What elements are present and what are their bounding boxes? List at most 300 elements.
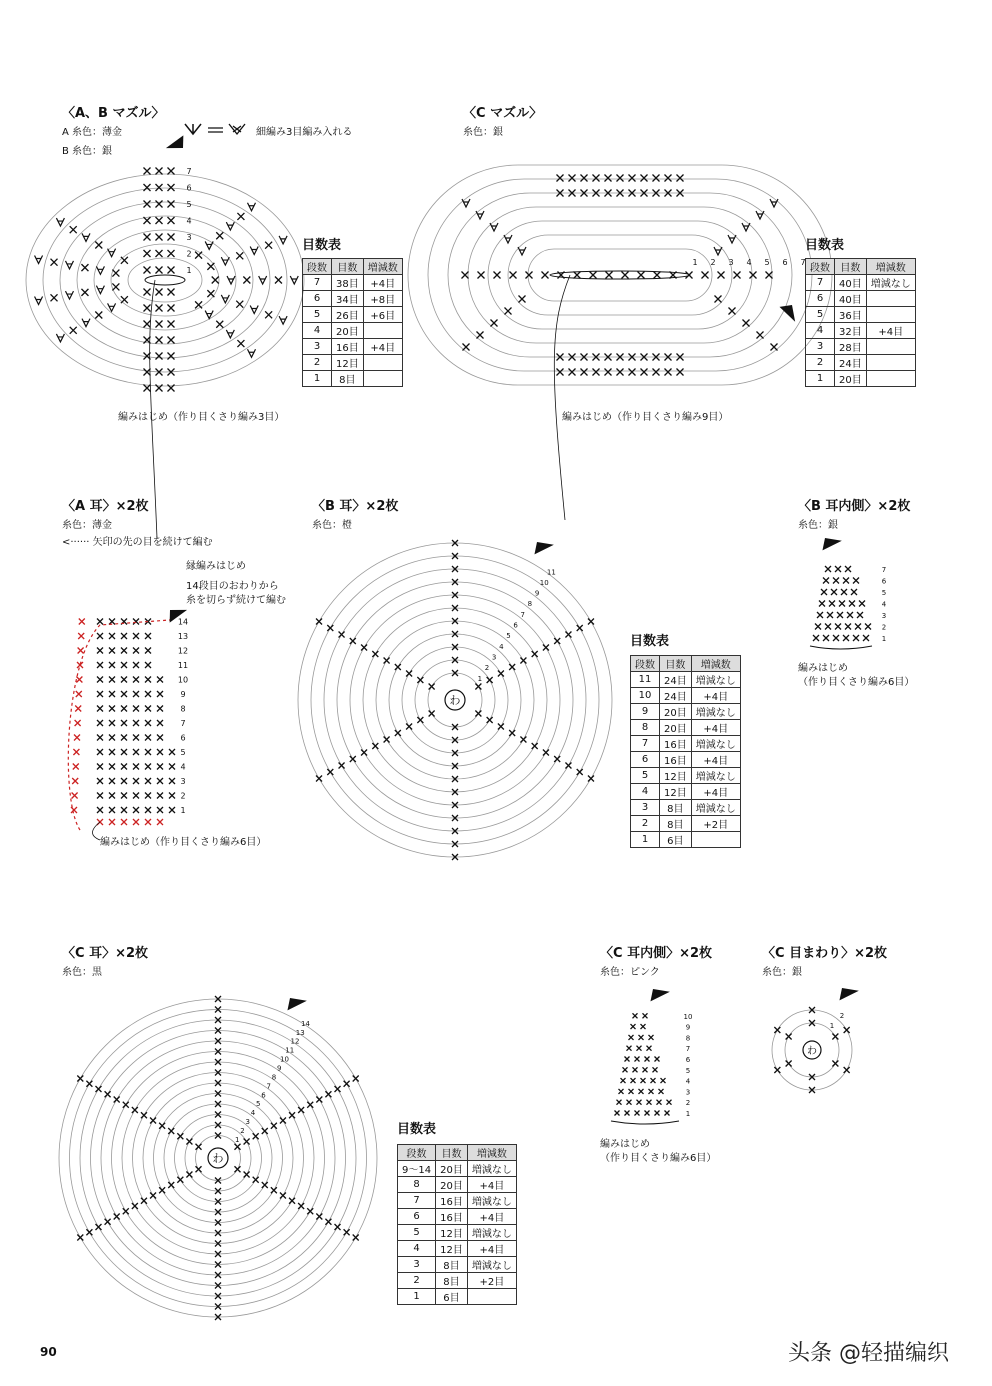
stitch-x-symbol [168, 353, 175, 360]
stitch-x-symbol [625, 1111, 630, 1116]
stitch-x-symbol [169, 764, 175, 770]
table-cell: 16目 [436, 1209, 468, 1225]
stitch-x-symbol [271, 1187, 277, 1193]
stitch-x-symbol [686, 272, 693, 279]
stitch-x-symbol [145, 819, 151, 825]
stitch-x-symbol [157, 778, 163, 784]
stitch-x-symbol [565, 763, 571, 769]
stitch-x-symbol [114, 1097, 120, 1103]
stitch-x-symbol [109, 720, 115, 726]
table-row [303, 355, 403, 371]
table-row [398, 1161, 517, 1177]
stitch-x-symbol [144, 321, 151, 328]
row-number: 3 [685, 1088, 691, 1097]
increase-v-symbol [226, 222, 234, 230]
stitch-x-symbol [78, 633, 84, 639]
table-row [631, 688, 741, 704]
table-cell: 12目 [660, 784, 692, 800]
stitch-x-symbol [73, 764, 79, 770]
stitch-x-symbol [543, 645, 549, 651]
stitch-x-symbol [649, 1089, 654, 1094]
stitch-x-symbol [109, 677, 115, 683]
stitch-x-symbol [844, 1027, 850, 1033]
table-cell: 7 [631, 736, 660, 752]
stitch-x-symbol [141, 1112, 147, 1118]
stitch-x-symbol [77, 1235, 83, 1241]
c-ear-yarn: 糸色：黒 [62, 967, 102, 978]
stitch-x-symbol [243, 277, 250, 284]
round-number: 11 [285, 1046, 295, 1055]
stitch-x-symbol [653, 175, 660, 182]
round-number: 11 [546, 568, 556, 577]
table-cell: 32目 [835, 323, 867, 339]
stitch-x-symbol [372, 651, 378, 657]
stitch-x-symbol [109, 633, 115, 639]
table-cell: 5 [398, 1225, 436, 1241]
stitch-x-symbol [51, 259, 58, 266]
table-cell: 1 [398, 1289, 436, 1305]
stitch-x-symbol [109, 735, 115, 741]
table-cell: 1 [806, 371, 835, 387]
table-cell: 16目 [660, 752, 692, 768]
round-number: 9 [534, 589, 540, 598]
ab-table-title: 目数表 [302, 238, 342, 253]
stitch-x-symbol [157, 691, 163, 697]
stitch-x-symbol [325, 1219, 331, 1225]
increase-v-symbol [96, 286, 104, 294]
increase-v-symbol [770, 199, 778, 207]
table-cell: 5 [806, 307, 835, 323]
stitch-x-symbol [133, 807, 139, 813]
row-number: 5 [881, 589, 887, 597]
increase-v-symbol [56, 218, 64, 226]
increase-v-symbol [279, 316, 287, 324]
table-row [398, 1177, 517, 1193]
b-ear-yarn: 糸色：橙 [312, 520, 352, 531]
stitch-x-symbol [417, 717, 423, 723]
stitch-x-symbol [629, 369, 636, 376]
table-cell: +4目 [467, 1177, 516, 1193]
stitch-x-symbol [786, 1061, 792, 1067]
stitch-x-symbol [520, 737, 526, 743]
stitch-x-symbol [121, 819, 127, 825]
round-number: 2 [186, 249, 192, 259]
stitch-x-symbol [109, 764, 115, 770]
stitch-x-symbol [121, 296, 128, 303]
stitch-x-symbol [121, 793, 127, 799]
table-cell: 6 [631, 752, 660, 768]
stitch-x-symbol [145, 706, 151, 712]
stitch-x-symbol [819, 601, 825, 607]
increase-v-symbol [742, 223, 750, 231]
stitch-x-symbol [655, 1057, 660, 1062]
stitch-x-symbol [307, 1208, 313, 1214]
stitch-x-symbol [649, 1035, 654, 1040]
table-cell: +6目 [363, 307, 402, 323]
stitch-x-symbol [339, 763, 345, 769]
ab-muzzle-start-note: 編みはじめ（作り目くさり編み3目） [118, 412, 285, 423]
stitch-x-symbol [121, 633, 127, 639]
table-cell: 28目 [835, 339, 867, 355]
stitch-x-symbol [853, 635, 859, 641]
stitch-x-symbol [619, 1089, 624, 1094]
stitch-x-symbol [462, 272, 469, 279]
table-row [398, 1225, 517, 1241]
stitch-x-symbol [156, 217, 163, 224]
table-cell: 6 [303, 291, 332, 307]
stitch-x-symbol [109, 648, 115, 654]
table-cell: 36目 [835, 307, 867, 323]
round-number: 12 [290, 1037, 300, 1046]
stitch-x-symbol [771, 344, 778, 351]
table-cell: 6目 [660, 832, 692, 848]
ab-muzzle-title: 〈A、B マズル〉 [62, 106, 165, 121]
row-number: 2 [685, 1099, 691, 1108]
stitch-x-symbol [786, 1034, 792, 1040]
stitch-x-symbol [121, 720, 127, 726]
stitch-x-symbol [86, 1081, 92, 1087]
stitch-x-symbol [97, 691, 103, 697]
table-cell: 増減なし [467, 1193, 516, 1209]
stitch-x-symbol [629, 1089, 634, 1094]
row-number: 1 [180, 806, 186, 815]
stitch-x-symbol [384, 737, 390, 743]
table-cell: 11 [631, 672, 660, 688]
table-cell: 4 [303, 323, 332, 339]
stitch-x-symbol [144, 217, 151, 224]
stitch-x-symbol [70, 226, 77, 233]
table-cell: 24目 [660, 688, 692, 704]
stitch-x-symbol [316, 1214, 322, 1220]
table-cell: 10 [631, 688, 660, 704]
table-row [631, 768, 741, 784]
stitch-x-symbol [73, 749, 79, 755]
stitch-x-symbol [327, 769, 333, 775]
stitch-x-symbol [265, 242, 272, 249]
row-number: 11 [177, 661, 189, 670]
stitch-x-symbol [244, 1172, 250, 1178]
stitch-x-symbol [157, 677, 163, 683]
table-cell: 16目 [332, 339, 364, 355]
stitch-x-symbol [557, 175, 564, 182]
stitch-x-symbol [234, 1166, 240, 1172]
stitch-x-symbol [109, 706, 115, 712]
b-inner-ear-start-2: （作り目くさり編み6目） [798, 677, 915, 688]
stitch-x-symbol [97, 778, 103, 784]
chain-start [550, 271, 690, 279]
stitch-x-symbol [97, 648, 103, 654]
stitch-x-symbol [109, 778, 115, 784]
stitch-x-symbol [95, 1224, 101, 1230]
stitch-x-symbol [95, 1086, 101, 1092]
stitch-x-symbol [639, 1089, 644, 1094]
a-ear-arrow-note: 矢印の先の目を続けて編む [92, 537, 213, 548]
stitch-x-symbol [843, 578, 849, 584]
table-cell: 増減なし [467, 1257, 516, 1273]
stitch-x-symbol [478, 272, 485, 279]
c-muzzle-start-note: 編みはじめ（作り目くさり編み9目） [562, 412, 729, 423]
stitch-x-symbol [565, 632, 571, 638]
table-cell: 2 [806, 355, 835, 371]
stitch-x-symbol [156, 234, 163, 241]
table-cell: 38目 [332, 275, 364, 291]
stitch-x-symbol [851, 589, 857, 595]
a-ear-title: 〈A 耳〉×2枚 [62, 499, 149, 514]
stitch-x-symbol [843, 635, 849, 641]
stitch-x-symbol [145, 648, 151, 654]
increase-v-symbol [756, 211, 764, 219]
table-cell: 7 [398, 1193, 436, 1209]
increase-v-symbol [462, 199, 470, 207]
stitch-x-symbol [133, 691, 139, 697]
legend-symbol-icon [183, 120, 253, 140]
stitch-x-symbol [133, 819, 139, 825]
stitch-x-symbol [145, 720, 151, 726]
stitch-x-symbol [832, 1034, 838, 1040]
table-cell: 6目 [436, 1289, 468, 1305]
table-row [303, 323, 403, 339]
round-number: 1 [186, 266, 192, 275]
stitch-x-symbol [186, 1172, 192, 1178]
stitch-x-symbol [157, 749, 163, 755]
table-cell: 12目 [332, 355, 364, 371]
magic-ring-label: わ [807, 1046, 817, 1057]
stitch-x-symbol [97, 735, 103, 741]
stitch-x-symbol [557, 369, 564, 376]
increase-v-symbol [227, 276, 235, 284]
table-cell: 8目 [436, 1273, 468, 1289]
round-number: 10 [280, 1055, 289, 1064]
watermark: 头条 @轻描编织 [788, 1341, 949, 1366]
table-row [631, 800, 741, 816]
increase-v-symbol [82, 233, 90, 241]
stitch-x-symbol [156, 337, 163, 344]
c-muzzle-diagram [455, 165, 806, 405]
round-number: 1 [235, 1135, 240, 1144]
increase-v-symbol [56, 334, 64, 342]
stitch-x-symbol [95, 242, 102, 249]
stitch-x-symbol [577, 625, 583, 631]
table-cell [866, 339, 915, 355]
stitch-x-symbol [195, 252, 202, 259]
stitch-x-symbol [144, 184, 151, 191]
increase-v-symbol [250, 246, 258, 254]
stitch-x-symbol [168, 337, 175, 344]
stitch-x-symbol [316, 776, 322, 782]
stitch-x-symbol [743, 320, 750, 327]
stitch-x-symbol [86, 1229, 92, 1235]
stitch-x-symbol [766, 272, 773, 279]
round-number: 3 [186, 233, 192, 242]
stitch-x-symbol [813, 635, 819, 641]
table-row [631, 720, 741, 736]
stitch-x-symbol [665, 175, 672, 182]
stitch-x-symbol [532, 743, 538, 749]
row-number: 6 [881, 577, 887, 586]
table-row [398, 1209, 517, 1225]
stitch-x-symbol [145, 677, 151, 683]
stitch-x-symbol [487, 717, 493, 723]
stitch-x-symbol [641, 369, 648, 376]
stitch-x-symbol [132, 1107, 138, 1113]
a-ear-diagram [60, 600, 200, 835]
stitch-x-symbol [750, 272, 757, 279]
stitch-x-symbol [196, 1144, 202, 1150]
stitch-x-symbol [643, 1013, 648, 1018]
ab-stitch-table [302, 258, 403, 387]
stitch-x-symbol [77, 1076, 83, 1082]
stitch-x-symbol [157, 807, 163, 813]
stitch-x-symbol [853, 578, 859, 584]
table-row [806, 371, 916, 387]
table-header-row [631, 656, 741, 672]
stitch-x-symbol [253, 1133, 259, 1139]
stitch-x-symbol [520, 658, 526, 664]
table-cell: 3 [398, 1257, 436, 1273]
stitch-x-symbol [168, 289, 175, 296]
row-number: 8 [180, 704, 186, 714]
stitch-x-symbol [168, 201, 175, 208]
stitch-x-symbol [498, 724, 504, 730]
increase-v-symbol [108, 249, 116, 257]
stitch-x-symbol [156, 305, 163, 312]
stitch-x-symbol [109, 819, 115, 825]
stitch-x-symbol [639, 1035, 644, 1040]
stitch-x-symbol [845, 566, 851, 572]
table-row [631, 752, 741, 768]
stitch-x-symbol [849, 601, 855, 607]
stitch-x-symbol [177, 1177, 183, 1183]
stitch-x-symbol [617, 1100, 622, 1105]
table-cell: 16目 [436, 1193, 468, 1209]
c-inner-ear-diagram [605, 985, 705, 1125]
stitch-x-symbol [159, 1123, 165, 1129]
stitch-x-symbol [829, 601, 835, 607]
stitch-x-symbol [121, 749, 127, 755]
stitch-x-symbol [298, 1107, 304, 1113]
stitch-x-symbol [275, 277, 282, 284]
table-cell: 8目 [332, 371, 364, 387]
round-number: 7 [186, 167, 192, 176]
table-cell: +4目 [691, 752, 740, 768]
stitch-x-symbol [77, 662, 83, 668]
stitch-x-symbol [168, 250, 175, 257]
stitch-x-symbol [617, 369, 624, 376]
c-stitch-table [805, 258, 916, 387]
stitch-x-symbol [339, 632, 345, 638]
table-cell: 9 [631, 704, 660, 720]
stitch-x-symbol [653, 1067, 658, 1072]
round-number: 5 [764, 258, 770, 267]
round-guide [26, 174, 304, 386]
round-number: 5 [506, 632, 511, 641]
triangle-start-marker [777, 303, 798, 322]
round-number: 2 [839, 1012, 845, 1020]
increase-v-symbol [221, 257, 229, 265]
increase-v-symbol [247, 203, 255, 211]
stitch-x-symbol [429, 711, 435, 717]
stitch-x-symbol [236, 252, 243, 259]
table-cell [363, 371, 402, 387]
stitch-x-symbol [395, 664, 401, 670]
table-cell: 6 [806, 291, 835, 307]
stitch-x-symbol [606, 272, 613, 279]
stitch-x-symbol [823, 578, 829, 584]
round-guide [508, 235, 732, 315]
stitch-x-symbol [590, 272, 597, 279]
table-header-cell: 段数 [303, 259, 332, 275]
stitch-x-symbol [157, 793, 163, 799]
table-row [806, 291, 916, 307]
stitch-x-symbol [121, 764, 127, 770]
stitch-x-symbol [353, 1235, 359, 1241]
row-number: 10 [683, 1012, 693, 1021]
increase-v-symbol [728, 235, 736, 243]
c-muzzle-yarn: 糸色：銀 [463, 127, 503, 138]
stitch-x-symbol [665, 1111, 670, 1116]
round-number: 4 [499, 642, 504, 651]
triangle-start-marker [531, 537, 554, 561]
stitch-x-symbol [121, 677, 127, 683]
round-guide [60, 202, 270, 358]
increase-v-symbol [247, 349, 255, 357]
row-number: 7 [685, 1045, 691, 1054]
stitch-x-symbol [645, 1057, 650, 1062]
row-number: 4 [881, 600, 887, 609]
table-header-cell: 増減数 [866, 259, 915, 275]
stitch-x-symbol [327, 625, 333, 631]
stitch-x-symbol [97, 662, 103, 668]
table-cell [866, 291, 915, 307]
stitch-x-symbol [216, 232, 223, 239]
increase-v-symbol [221, 295, 229, 303]
round-number: 3 [491, 653, 497, 662]
row-number: 10 [177, 675, 189, 685]
triangle-start-marker [284, 993, 307, 1017]
stitch-x-symbol [253, 1177, 259, 1183]
stitch-x-symbol [133, 662, 139, 668]
stitch-x-symbol [718, 272, 725, 279]
table-cell: 20目 [660, 704, 692, 720]
stitch-x-symbol [186, 1139, 192, 1145]
table-cell: 12目 [436, 1241, 468, 1257]
round-guide [528, 249, 712, 301]
round-number: 10 [539, 578, 549, 587]
row-number: 12 [177, 646, 189, 656]
stitch-x-symbol [677, 175, 684, 182]
table-cell: 3 [806, 339, 835, 355]
stitch-x-symbol [75, 706, 81, 712]
table-row [303, 371, 403, 387]
stitch-x-symbol [526, 272, 533, 279]
row-number: 3 [180, 777, 186, 786]
increase-v-symbol [35, 256, 43, 264]
stitch-x-symbol [145, 764, 151, 770]
stitch-x-symbol [121, 778, 127, 784]
table-header-row [303, 259, 403, 275]
increase-v-symbol [518, 247, 526, 255]
stitch-x-symbol [144, 168, 151, 175]
table-cell: +4目 [691, 784, 740, 800]
stitch-x-symbol [823, 635, 829, 641]
table-cell: 9〜14 [398, 1161, 436, 1177]
table-cell: 4 [806, 323, 835, 339]
stitch-x-symbol [234, 1144, 240, 1150]
table-header-row [398, 1145, 517, 1161]
round-number: 1 [829, 1022, 835, 1030]
stitch-x-symbol [855, 624, 861, 630]
table-cell [467, 1289, 516, 1305]
